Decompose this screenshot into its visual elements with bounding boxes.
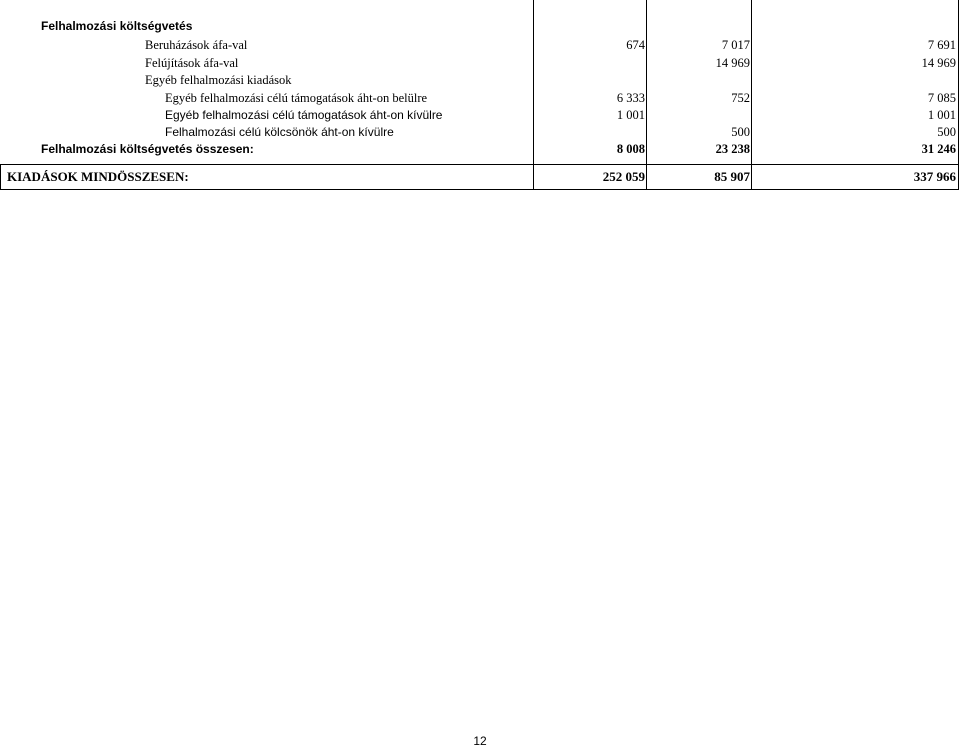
cell-value: 7 085 [927, 91, 956, 105]
table-row [0, 36, 960, 54]
grand-total-value: 252 059 [602, 169, 645, 184]
subtotal-value: 8 008 [616, 142, 645, 156]
table-row [0, 71, 960, 89]
row-label: Felhalmozási célú kölcsönök áht-on kívülre [165, 125, 394, 139]
table-row [0, 89, 960, 107]
cell-value: 7 017 [721, 38, 750, 52]
subtotal-row [0, 140, 960, 158]
grand-total-value: 85 907 [714, 169, 750, 184]
row-border [0, 189, 959, 190]
table-row [0, 54, 960, 72]
grand-total-row [0, 166, 960, 188]
row-border [0, 164, 959, 165]
row-label: Beruházások áfa-val [145, 38, 248, 52]
cell-value: 500 [937, 125, 956, 139]
cell-value: 1 001 [927, 108, 956, 122]
subtotal-value: 23 238 [715, 142, 750, 156]
cell-value: 752 [731, 91, 750, 105]
cell-value: 500 [731, 125, 750, 139]
table-row [0, 123, 960, 141]
cell-value: 674 [626, 38, 645, 52]
row-label: Egyéb felhalmozási kiadások [145, 73, 292, 87]
cell-value: 14 969 [921, 56, 956, 70]
row-label: Egyéb felhalmozási célú támogatások áht-on belülre [165, 91, 428, 105]
subtotal-label: Felhalmozási költségvetés összesen: [41, 142, 254, 156]
section-title: Felhalmozási költségvetés [41, 19, 193, 33]
grand-total-label: KIADÁSOK MINDÖSSZESEN: [7, 169, 189, 184]
budget-table [0, 0, 960, 190]
subtotal-value: 31 246 [921, 142, 956, 156]
page-number: 12 [473, 734, 487, 748]
cell-value: 14 969 [715, 56, 750, 70]
row-label: Felújítások áfa-val [145, 56, 239, 70]
cell-value: 6 333 [616, 91, 645, 105]
section-title-row [0, 17, 960, 35]
row-label: Egyéb felhalmozási célú támogatások áht-on kívülre [165, 108, 443, 122]
table-row [0, 106, 960, 124]
grand-total-value: 337 966 [913, 169, 956, 184]
cell-value: 7 691 [927, 38, 956, 52]
cell-value: 1 001 [616, 108, 645, 122]
